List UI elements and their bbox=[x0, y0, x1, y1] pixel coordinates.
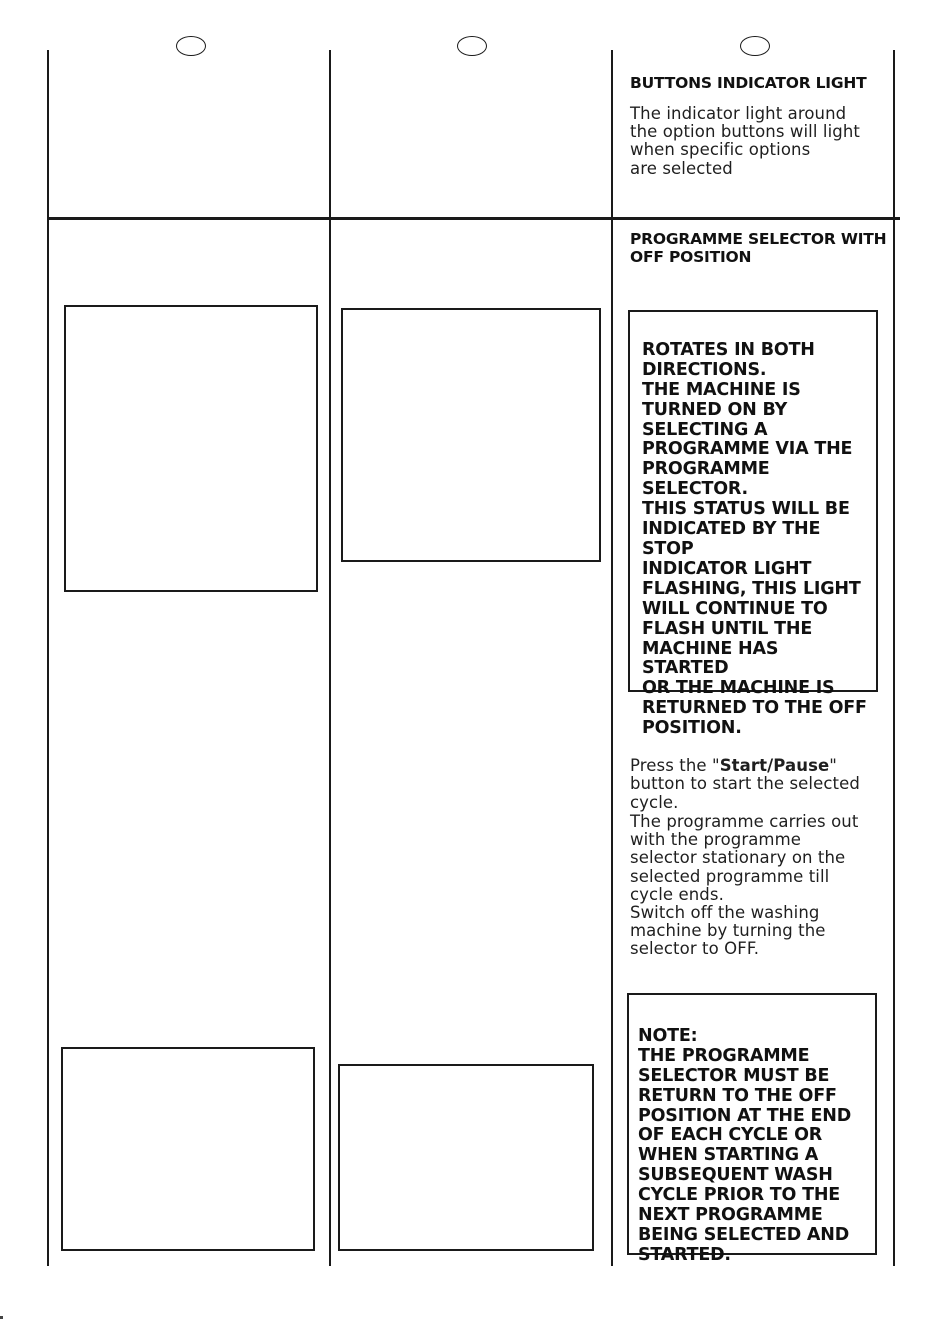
column-rule-2 bbox=[329, 50, 331, 1266]
programme-selector-notice-text: ROTATES IN BOTH DIRECTIONS. THE MACHINE IS TURNED ON BY SELECTING A PROGRAMME VIA THE PROGRAMME SELECTOR. THIS STATUS WILL BE INDICATED BY THE STOP INDICATOR LIGHT FLASHING, THIS LIGHT WILL CONTINUE TO FLASH UNTIL THE MACHINE HAS STARTED OR THE MACHINE IS RETURNED TO THE OFF POSITION. bbox=[642, 339, 867, 739]
buttons-indicator-heading: BUTTONS INDICATOR LIGHT bbox=[630, 74, 867, 92]
start-pause-button-name: Start/Pause bbox=[719, 756, 830, 776]
language-marker-col-3 bbox=[740, 36, 770, 56]
start-pause-prefix: Press the " bbox=[630, 756, 720, 776]
empty-frame-col1-bottom bbox=[61, 1047, 315, 1251]
section-divider bbox=[48, 217, 900, 220]
empty-frame-col2-top bbox=[341, 308, 601, 562]
page-corner-mark bbox=[0, 1316, 3, 1319]
programme-selector-heading: PROGRAMME SELECTOR WITH OFF POSITION bbox=[630, 230, 887, 266]
column-rule-3 bbox=[611, 50, 613, 1266]
empty-frame-col2-bottom bbox=[338, 1064, 594, 1251]
start-pause-suffix: " button to start the selected cycle. bbox=[630, 756, 860, 812]
note-box bbox=[627, 993, 877, 1265]
start-pause-instruction bbox=[630, 739, 860, 812]
empty-frame-col1-top bbox=[64, 305, 318, 592]
language-marker-col-2 bbox=[457, 36, 487, 56]
note-text: NOTE: THE PROGRAMME SELECTOR MUST BE RETURN TO THE OFF POSITION AT THE END OF EACH CYCLE OR WHEN STARTING A SUBSEQUENT WASH CYCLE PRIOR TO THE NEXT PROGRAMME BEING SELECTED AND STARTED. bbox=[638, 1025, 852, 1265]
column-rule-left bbox=[47, 50, 49, 1266]
programme-runs-text: The programme carries out with the programme selector stationary on the selected programme till cycle ends. Switch off the washing machine by turning the selector to OFF. bbox=[630, 812, 859, 959]
programme-selector-notice bbox=[628, 310, 878, 739]
column-rule-right bbox=[893, 50, 895, 1266]
language-marker-col-1 bbox=[176, 36, 206, 56]
buttons-indicator-text: The indicator light around the option buttons will light when specific options are selected bbox=[630, 104, 860, 178]
